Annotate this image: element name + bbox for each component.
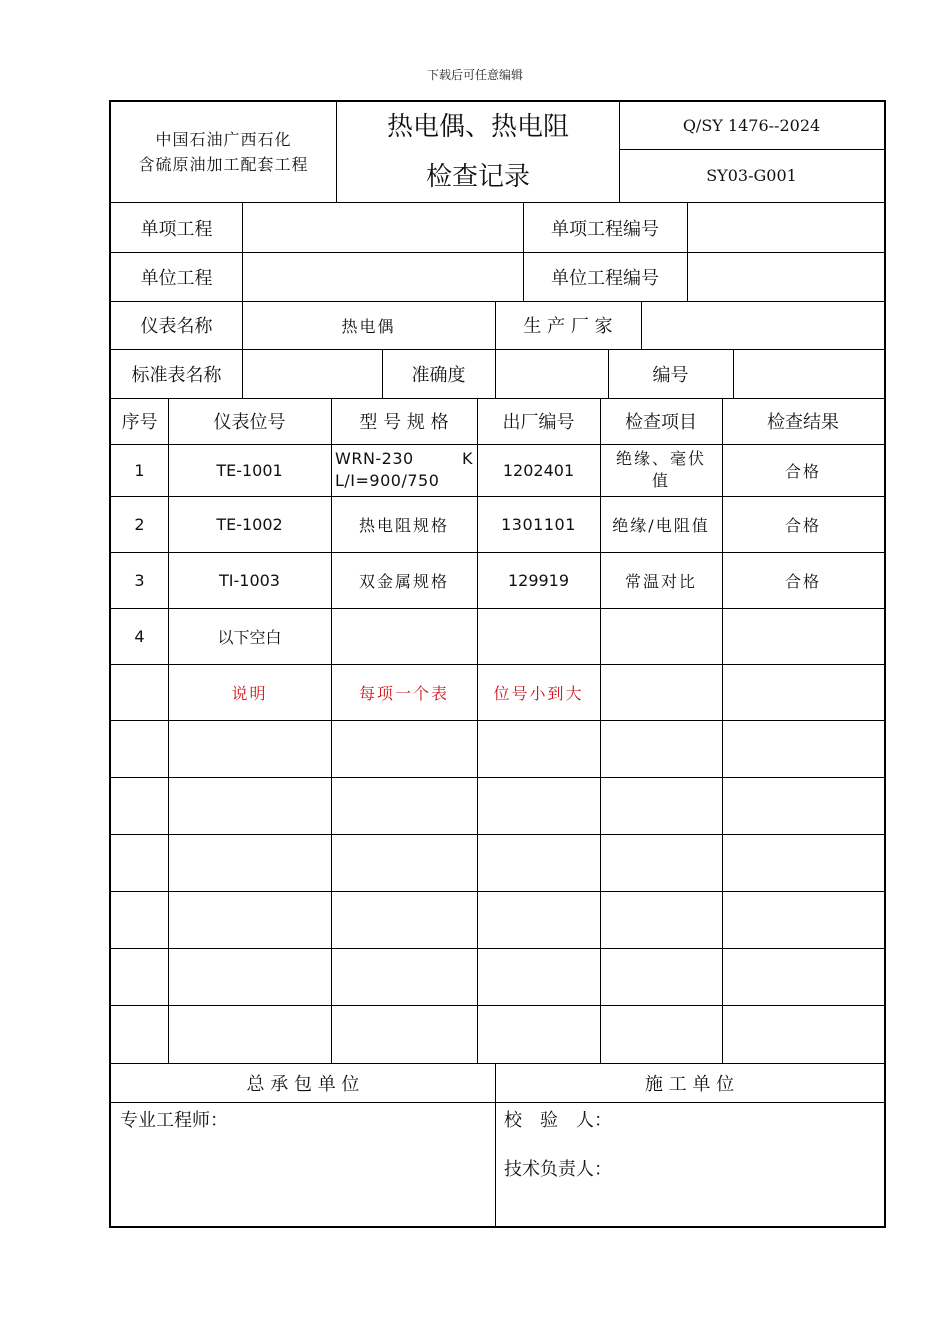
unit-project-no-label: 单位工程编号 bbox=[551, 267, 659, 289]
table-cell-item[interactable] bbox=[604, 608, 718, 664]
accuracy-field[interactable] bbox=[495, 349, 608, 398]
table-cell-seq[interactable]: 1 bbox=[134, 460, 145, 480]
manufacturer-field[interactable] bbox=[641, 301, 884, 349]
form-title bbox=[337, 102, 619, 202]
table-cell-seq[interactable] bbox=[115, 891, 164, 948]
manufacturer-label: 生 产 厂 家 bbox=[523, 316, 613, 337]
table-header-tag: 仪表位号 bbox=[213, 412, 286, 433]
table-cell-seq[interactable] bbox=[115, 664, 164, 720]
table-cell-tag[interactable] bbox=[172, 1005, 327, 1062]
unit-project-no-field[interactable] bbox=[687, 252, 884, 301]
title-line-2: 检查记录 bbox=[425, 162, 530, 192]
table-cell-result[interactable] bbox=[726, 720, 880, 777]
single-project-no-field[interactable] bbox=[687, 203, 884, 252]
table-cell-item[interactable]: 绝缘/电阻值 bbox=[612, 515, 710, 535]
table-cell-model[interactable] bbox=[335, 608, 473, 664]
standard-code: Q/SY 1476--2024 bbox=[682, 116, 821, 135]
standard-meter-label: 标准表名称 bbox=[131, 364, 222, 386]
table-cell-serial[interactable] bbox=[481, 948, 596, 1005]
table-cell-serial[interactable]: 位号小到大 bbox=[493, 683, 584, 703]
title-line-1: 热电偶、热电阻 bbox=[386, 112, 569, 142]
checker-label: 校 验 人： bbox=[504, 1110, 612, 1131]
table-cell-serial[interactable]: 129919 bbox=[507, 570, 570, 590]
table-cell-item[interactable] bbox=[604, 1005, 718, 1062]
table-header-result: 检查结果 bbox=[767, 412, 839, 433]
table-cell-seq[interactable] bbox=[115, 720, 164, 777]
table-cell-tag[interactable]: 说明 bbox=[231, 683, 268, 703]
table-cell-result[interactable]: 合格 bbox=[784, 515, 821, 535]
single-project-no-label: 单项工程编号 bbox=[551, 218, 659, 240]
unit-project-field[interactable] bbox=[242, 252, 523, 301]
table-cell-tag[interactable] bbox=[172, 720, 327, 777]
organization-name bbox=[111, 102, 336, 202]
org-line-1: 中国石油广西石化 bbox=[155, 130, 292, 149]
table-cell-tag[interactable]: TE-1001 bbox=[216, 460, 283, 480]
table-header-seq: 序号 bbox=[121, 412, 158, 433]
table-cell-model[interactable]: 热电阻规格 bbox=[358, 515, 449, 535]
table-cell-serial[interactable] bbox=[481, 891, 596, 948]
table-cell-item[interactable]: 常温对比 bbox=[624, 571, 697, 591]
table-cell-result[interactable] bbox=[726, 834, 880, 891]
instrument-name-label: 仪表名称 bbox=[140, 316, 213, 337]
top-note: 下载后可任意编辑 bbox=[426, 68, 523, 82]
table-header-model: 型 号 规 格 bbox=[359, 412, 449, 433]
table-cell-model[interactable] bbox=[335, 834, 473, 891]
org-line-2: 含硫原油加工配套工程 bbox=[138, 155, 309, 174]
table-cell-result[interactable] bbox=[726, 948, 880, 1005]
single-project-label: 单项工程 bbox=[140, 218, 213, 240]
table-cell-model[interactable] bbox=[335, 720, 473, 777]
unit-project-label: 单位工程 bbox=[140, 267, 213, 289]
table-cell-model[interactable]: WRN-230 K L/I=900/750 bbox=[335, 449, 473, 490]
table-cell-item[interactable] bbox=[604, 777, 718, 834]
number-label: 编号 bbox=[652, 364, 689, 386]
table-cell-tag[interactable]: TE-1002 bbox=[216, 514, 283, 534]
table-cell-seq[interactable] bbox=[115, 834, 164, 891]
table-cell-tag[interactable] bbox=[172, 777, 327, 834]
table-cell-serial[interactable] bbox=[481, 608, 596, 664]
table-header-item: 检查项目 bbox=[625, 412, 697, 433]
form-code: SY03-G001 bbox=[706, 165, 797, 185]
table-cell-model[interactable]: 双金属规格 bbox=[358, 571, 449, 591]
instrument-name-field[interactable]: 热电偶 bbox=[341, 316, 396, 336]
table-cell-item[interactable] bbox=[604, 891, 718, 948]
table-cell-seq[interactable]: 2 bbox=[134, 514, 145, 534]
table-cell-result[interactable] bbox=[726, 891, 880, 948]
table-cell-model[interactable] bbox=[335, 1005, 473, 1062]
standard-meter-field[interactable] bbox=[242, 349, 382, 398]
construction-unit-header: 施 工 单 位 bbox=[644, 1074, 735, 1095]
table-cell-model[interactable] bbox=[335, 948, 473, 1005]
table-cell-tag[interactable]: TI-1003 bbox=[219, 570, 280, 590]
table-cell-serial[interactable]: 1301101 bbox=[501, 514, 576, 534]
table-cell-item[interactable]: 绝缘、毫伏值 bbox=[615, 449, 706, 490]
inspection-form bbox=[109, 100, 886, 1228]
table-cell-tag[interactable] bbox=[172, 891, 327, 948]
table-cell-seq[interactable]: 3 bbox=[134, 570, 145, 590]
table-cell-serial[interactable] bbox=[481, 720, 596, 777]
table-cell-model[interactable] bbox=[335, 891, 473, 948]
table-cell-serial[interactable] bbox=[481, 777, 596, 834]
table-cell-serial[interactable]: 1202401 bbox=[502, 460, 575, 480]
general-contractor-header: 总 承 包 单 位 bbox=[246, 1074, 360, 1095]
tech-lead-label: 技术负责人： bbox=[504, 1159, 612, 1180]
table-cell-result[interactable]: 合格 bbox=[784, 571, 821, 591]
number-field[interactable] bbox=[733, 349, 884, 398]
single-project-field[interactable] bbox=[242, 203, 523, 252]
table-cell-model[interactable]: 每项一个表 bbox=[358, 683, 449, 703]
table-cell-item[interactable] bbox=[604, 948, 718, 1005]
table-cell-seq[interactable] bbox=[115, 777, 164, 834]
engineer-label: 专业工程师： bbox=[120, 1110, 228, 1131]
table-cell-serial[interactable] bbox=[481, 834, 596, 891]
accuracy-label: 准确度 bbox=[411, 364, 466, 386]
table-cell-serial[interactable] bbox=[481, 1005, 596, 1062]
table-cell-result[interactable]: 合格 bbox=[784, 461, 821, 481]
table-cell-model[interactable] bbox=[335, 777, 473, 834]
table-cell-result[interactable] bbox=[726, 608, 880, 664]
table-cell-tag[interactable] bbox=[172, 834, 327, 891]
table-cell-seq[interactable]: 4 bbox=[134, 626, 145, 646]
table-cell-result[interactable] bbox=[726, 664, 880, 720]
table-cell-item[interactable] bbox=[604, 834, 718, 891]
table-cell-item[interactable] bbox=[604, 664, 718, 720]
table-cell-tag[interactable] bbox=[172, 948, 327, 1005]
table-cell-seq[interactable] bbox=[115, 948, 164, 1005]
table-cell-seq[interactable] bbox=[115, 1005, 164, 1062]
table-cell-item[interactable] bbox=[604, 720, 718, 777]
table-cell-tag[interactable]: 以下空白 bbox=[217, 627, 282, 647]
table-cell-result[interactable] bbox=[726, 777, 880, 834]
table-header-serial: 出厂编号 bbox=[502, 412, 575, 433]
table-cell-result[interactable] bbox=[726, 1005, 880, 1062]
